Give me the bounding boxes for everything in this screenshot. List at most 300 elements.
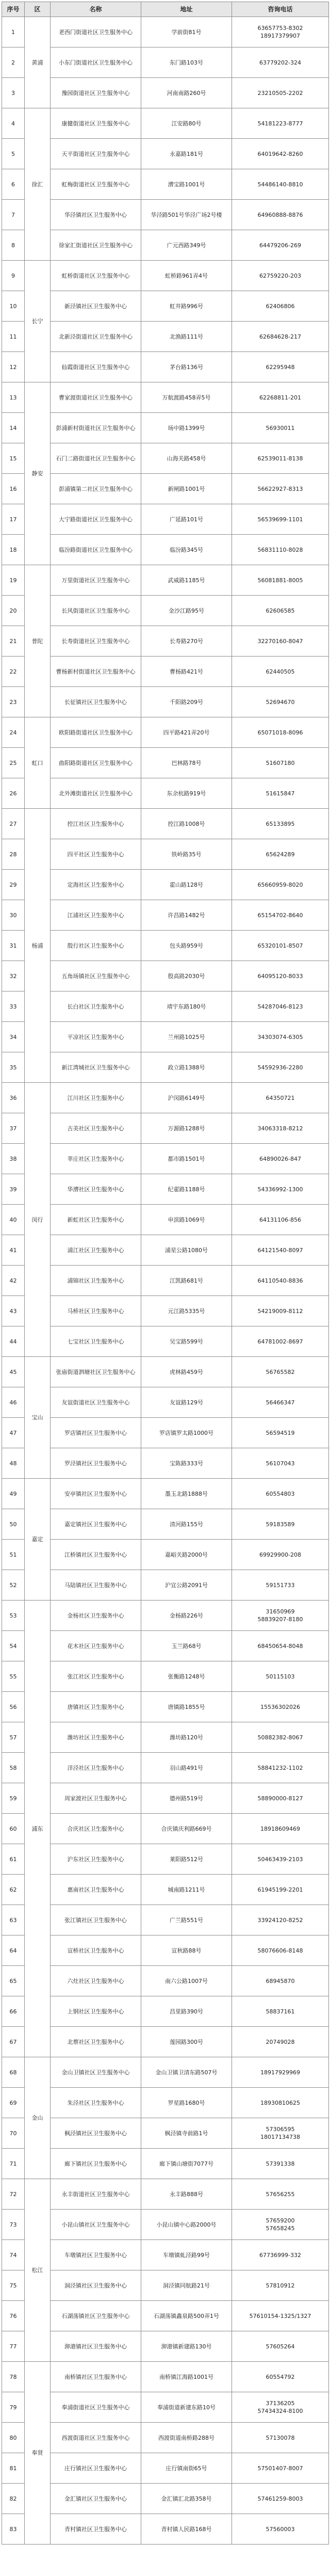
table-row xyxy=(2,565,329,596)
table-row xyxy=(2,2514,329,2545)
cell-no: 3 xyxy=(2,78,25,108)
header-district: 区 xyxy=(25,2,51,17)
table-row xyxy=(2,2331,329,2362)
cell-address: 奉浦街道新建东路10号 xyxy=(141,2392,232,2423)
table-row xyxy=(2,1722,329,1753)
cell-address: 虹桥路961弄4号 xyxy=(141,261,232,291)
cell-address: 潍坊路120号 xyxy=(141,1722,232,1753)
cell-phone: 65071018-8096 xyxy=(232,717,329,748)
table-row xyxy=(2,1905,329,1935)
cell-name: 石门二路街道社区卫生服务中心 xyxy=(51,443,141,474)
cell-no: 72 xyxy=(2,2179,25,2210)
cell-no: 28 xyxy=(2,839,25,870)
table-row xyxy=(2,2453,329,2484)
cell-address: 罗星路1680号 xyxy=(141,2088,232,2118)
cell-phone: 64095120-8033 xyxy=(232,961,329,991)
cell-no: 45 xyxy=(2,1357,25,1387)
cell-name: 曹杨新村街道社区卫生服务中心 xyxy=(51,657,141,687)
cell-phone: 62684628-217 xyxy=(232,322,329,352)
cell-name: 莘庄社区卫生服务中心 xyxy=(51,1144,141,1174)
cell-phone: 57501407-8007 xyxy=(232,2453,329,2484)
cell-no: 21 xyxy=(2,626,25,657)
cell-address: 山海关路458号 xyxy=(141,443,232,474)
cell-no: 65 xyxy=(2,1966,25,1996)
cell-phone: 56466347 xyxy=(232,1387,329,1418)
cell-no: 60 xyxy=(2,1814,25,1844)
cell-address: 四平路421弄20号 xyxy=(141,717,232,748)
cell-no: 7 xyxy=(2,200,25,230)
cell-no: 52 xyxy=(2,1570,25,1601)
cell-district: 虹口 xyxy=(25,717,51,809)
table-row xyxy=(2,169,329,200)
cell-no: 55 xyxy=(2,1661,25,1692)
table-row xyxy=(2,1814,329,1844)
table-header-row xyxy=(2,2,329,17)
cell-address: 沪宜公路2091号 xyxy=(141,1570,232,1601)
cell-address: 清河路155号 xyxy=(141,1509,232,1540)
cell-phone: 57306595 18017134738 xyxy=(232,2118,329,2149)
cell-no: 4 xyxy=(2,108,25,139)
cell-phone: 59183589 xyxy=(232,1509,329,1540)
cell-address: 德州路519号 xyxy=(141,1783,232,1814)
cell-name: 长风街道社区卫生服务中心 xyxy=(51,596,141,626)
cell-phone: 63779202-324 xyxy=(232,47,329,78)
table-row xyxy=(2,1448,329,1479)
cell-name: 仙霞街道社区卫生服务中心 xyxy=(51,352,141,382)
cell-name: 车墩镇社区卫生服务中心 xyxy=(51,2240,141,2270)
cell-phone: 57461259-8003 xyxy=(232,2484,329,2514)
cell-name: 北新泾街道社区卫生服务中心 xyxy=(51,322,141,352)
cell-phone: 57560003 xyxy=(232,2514,329,2545)
cell-address: 金山卫镇卫清东路507号 xyxy=(141,2057,232,2088)
cell-name: 永丰街道社区卫生服务中心 xyxy=(51,2179,141,2210)
cell-address: 庄行镇南街65号 xyxy=(141,2453,232,2484)
table-row xyxy=(2,1996,329,2027)
table-row xyxy=(2,2423,329,2453)
cell-phone: 56831110-8028 xyxy=(232,535,329,565)
cell-phone: 62295948 xyxy=(232,352,329,382)
cell-name: 五角场镇社区卫生服务中心 xyxy=(51,961,141,991)
cell-address: 广延路101号 xyxy=(141,504,232,535)
table-row xyxy=(2,1601,329,1631)
cell-no: 49 xyxy=(2,1479,25,1509)
cell-name: 张江社区卫生服务中心 xyxy=(51,1661,141,1692)
cell-address: 许昌路1482号 xyxy=(141,900,232,931)
cell-no: 2 xyxy=(2,47,25,78)
cell-phone: 62268811-201 xyxy=(232,382,329,413)
cell-name: 定海社区卫生服务中心 xyxy=(51,870,141,900)
cell-phone: 56930011 xyxy=(232,413,329,443)
cell-address: 武威路1185号 xyxy=(141,565,232,596)
cell-name: 浦江社区卫生服务中心 xyxy=(51,1235,141,1266)
cell-name: 长白社区卫生服务中心 xyxy=(51,991,141,1022)
cell-no: 57 xyxy=(2,1722,25,1753)
table-row xyxy=(2,2057,329,2088)
table-row xyxy=(2,1631,329,1661)
cell-address: 河南南路260号 xyxy=(141,78,232,108)
cell-phone: 58890000-8127 xyxy=(232,1783,329,1814)
cell-phone: 15536302026 xyxy=(232,1692,329,1722)
cell-address: 石湖荡镇鑫泉路500弄1号 xyxy=(141,2301,232,2331)
cell-no: 6 xyxy=(2,169,25,200)
table-row xyxy=(2,931,329,961)
cell-district: 长宁 xyxy=(25,261,51,382)
cell-district: 奉贤 xyxy=(25,2362,51,2545)
table-row xyxy=(2,1052,329,1083)
cell-phone: 58841232-1102 xyxy=(232,1753,329,1783)
table-row xyxy=(2,2179,329,2210)
table-row xyxy=(2,2149,329,2179)
table-row xyxy=(2,1966,329,1996)
table-row xyxy=(2,1509,329,1540)
cell-no: 78 xyxy=(2,2362,25,2392)
cell-name: 南桥镇社区卫生服务中心 xyxy=(51,2362,141,2392)
cell-no: 68 xyxy=(2,2057,25,2088)
cell-no: 34 xyxy=(2,1022,25,1052)
cell-phone: 62606585 xyxy=(232,596,329,626)
cell-name: 彭浦镇第二社区卫生服务中心 xyxy=(51,474,141,504)
cell-phone: 64121540-8097 xyxy=(232,1235,329,1266)
clinic-table xyxy=(2,2,329,2545)
table-row xyxy=(2,47,329,78)
cell-no: 40 xyxy=(2,1205,25,1235)
cell-name: 曲阳路街道社区卫生服务中心 xyxy=(51,748,141,778)
table-row xyxy=(2,870,329,900)
cell-address: 廊下镇山塘街7077号 xyxy=(141,2149,232,2179)
cell-phone: 64131106-856 xyxy=(232,1205,329,1235)
cell-name: 长寿街道社区卫生服务中心 xyxy=(51,626,141,657)
cell-address: 车墩镇虬泾路99号 xyxy=(141,2240,232,2270)
cell-address: 墨玉北路1888号 xyxy=(141,1479,232,1509)
table-row xyxy=(2,17,329,47)
table-row xyxy=(2,2088,329,2118)
cell-address: 纪翟路1188号 xyxy=(141,1174,232,1205)
cell-address: 玉兰路68号 xyxy=(141,1631,232,1661)
cell-no: 33 xyxy=(2,991,25,1022)
cell-phone: 51607180 xyxy=(232,748,329,778)
cell-no: 76 xyxy=(2,2301,25,2331)
table-row xyxy=(2,809,329,839)
cell-phone: 50115103 xyxy=(232,1661,329,1692)
cell-name: 罗店镇社区卫生服务中心 xyxy=(51,1418,141,1448)
cell-address: 金汇镇汇北路358号 xyxy=(141,2484,232,2514)
cell-no: 30 xyxy=(2,900,25,931)
cell-name: 古美社区卫生服务中心 xyxy=(51,1113,141,1144)
table-row xyxy=(2,261,329,291)
cell-name: 天平街道社区卫生服务中心 xyxy=(51,139,141,169)
cell-name: 大宁路街道社区卫生服务中心 xyxy=(51,504,141,535)
cell-phone: 68945870 xyxy=(232,1966,329,1996)
cell-phone: 57130078 xyxy=(232,2423,329,2453)
table-row xyxy=(2,139,329,169)
cell-name: 潍坊社区卫生服务中心 xyxy=(51,1722,141,1753)
cell-phone: 62406806 xyxy=(232,291,329,322)
cell-address: 城南路1211号 xyxy=(141,1875,232,1905)
cell-name: 马桥社区卫生服务中心 xyxy=(51,1296,141,1326)
cell-no: 62 xyxy=(2,1875,25,1905)
table-row xyxy=(2,535,329,565)
cell-name: 庄行镇社区卫生服务中心 xyxy=(51,2453,141,2484)
cell-name: 康健街道社区卫生服务中心 xyxy=(51,108,141,139)
cell-address: 曹杨路421号 xyxy=(141,657,232,687)
cell-no: 27 xyxy=(2,809,25,839)
cell-address: 沪闵路6149号 xyxy=(141,1083,232,1113)
cell-no: 37 xyxy=(2,1113,25,1144)
cell-address: 宝陈路333号 xyxy=(141,1448,232,1479)
cell-name: 马陆镇社区卫生服务中心 xyxy=(51,1570,141,1601)
cell-address: 枫泾镇寺前路1号 xyxy=(141,2118,232,2149)
cell-name: 奉浦街道社区卫生服务中心 xyxy=(51,2392,141,2423)
cell-name: 嘉定镇社区卫生服务中心 xyxy=(51,1509,141,1540)
table-row xyxy=(2,1692,329,1722)
table-row xyxy=(2,443,329,474)
cell-name: 徐家汇街道社区卫生服务中心 xyxy=(51,230,141,261)
cell-district: 普陀 xyxy=(25,565,51,717)
cell-name: 金山卫镇社区卫生服务中心 xyxy=(51,2057,141,2088)
cell-phone: 18930810625 xyxy=(232,2088,329,2118)
cell-phone: 32270160-8047 xyxy=(232,626,329,657)
cell-phone: 64890026-847 xyxy=(232,1144,329,1174)
cell-district: 徐汇 xyxy=(25,108,51,261)
cell-no: 32 xyxy=(2,961,25,991)
cell-phone: 65133895 xyxy=(232,809,329,839)
header-name: 名称 xyxy=(51,2,141,17)
cell-address: 永嘉路181号 xyxy=(141,139,232,169)
cell-phone: 62440505 xyxy=(232,657,329,687)
table-row xyxy=(2,2240,329,2270)
table-row xyxy=(2,352,329,382)
cell-no: 80 xyxy=(2,2423,25,2453)
table-row xyxy=(2,1935,329,1966)
cell-address: 北渔路111号 xyxy=(141,322,232,352)
cell-phone: 56622927-8313 xyxy=(232,474,329,504)
table-row xyxy=(2,413,329,443)
table-row xyxy=(2,626,329,657)
cell-name: 六灶社区卫生服务中心 xyxy=(51,1966,141,1996)
cell-phone: 65624289 xyxy=(232,839,329,870)
cell-phone: 57659200 57658245 xyxy=(232,2210,329,2240)
cell-phone: 56765582 xyxy=(232,1357,329,1387)
cell-address: 万源路1288号 xyxy=(141,1113,232,1144)
table-row xyxy=(2,1022,329,1052)
table-row xyxy=(2,1326,329,1357)
cell-no: 51 xyxy=(2,1540,25,1570)
table-row xyxy=(2,991,329,1022)
cell-address: 铁岭路35号 xyxy=(141,839,232,870)
table-row xyxy=(2,1387,329,1418)
cell-address: 都市路1501号 xyxy=(141,1144,232,1174)
cell-phone: 58076606-8148 xyxy=(232,1935,329,1966)
cell-address: 江凯路681号 xyxy=(141,1266,232,1296)
cell-district: 金山 xyxy=(25,2057,51,2179)
cell-name: 万里街道社区卫生服务中心 xyxy=(51,565,141,596)
cell-district: 宝山 xyxy=(25,1357,51,1479)
cell-name: 控江社区卫生服务中心 xyxy=(51,809,141,839)
cell-no: 75 xyxy=(2,2270,25,2301)
table-row xyxy=(2,839,329,870)
table-row xyxy=(2,1205,329,1235)
cell-name: 安亭镇社区卫生服务中心 xyxy=(51,1479,141,1509)
cell-name: 新泾镇社区卫生服务中心 xyxy=(51,291,141,322)
cell-phone: 62759220-203 xyxy=(232,261,329,291)
cell-address: 包头路959号 xyxy=(141,931,232,961)
cell-phone: 65320101-8507 xyxy=(232,931,329,961)
cell-phone: 60554792 xyxy=(232,2362,329,2392)
table-row xyxy=(2,108,329,139)
cell-name: 虹梅街道社区卫生服务中心 xyxy=(51,169,141,200)
table-row xyxy=(2,2270,329,2301)
table-row xyxy=(2,717,329,748)
table-row xyxy=(2,1875,329,1905)
cell-name: 宣桥社区卫生服务中心 xyxy=(51,1935,141,1966)
table-row xyxy=(2,474,329,504)
cell-address: 合庆镇庆利路669号 xyxy=(141,1814,232,1844)
cell-phone: 57391338 xyxy=(232,2149,329,2179)
cell-no: 39 xyxy=(2,1174,25,1205)
cell-no: 58 xyxy=(2,1753,25,1783)
table-row xyxy=(2,1174,329,1205)
cell-phone: 54486140-8810 xyxy=(232,169,329,200)
table-row xyxy=(2,1296,329,1326)
table-row xyxy=(2,1844,329,1875)
cell-address: 临汾路345号 xyxy=(141,535,232,565)
cell-phone: 34063318-8212 xyxy=(232,1113,329,1144)
cell-name: 豫园街道社区卫生服务中心 xyxy=(51,78,141,108)
cell-no: 15 xyxy=(2,443,25,474)
header-address: 地址 xyxy=(141,2,232,17)
table-row xyxy=(2,200,329,230)
cell-name: 临汾路街道社区卫生服务中心 xyxy=(51,535,141,565)
cell-address: 学前街81号 xyxy=(141,17,232,47)
table-row xyxy=(2,504,329,535)
cell-phone: 20749028 xyxy=(232,2027,329,2057)
cell-address: 元江路5335号 xyxy=(141,1296,232,1326)
cell-phone: 56594519 xyxy=(232,1418,329,1448)
cell-no: 9 xyxy=(2,261,25,291)
cell-no: 54 xyxy=(2,1631,25,1661)
table-row xyxy=(2,2362,329,2392)
cell-no: 64 xyxy=(2,1935,25,1966)
cell-district: 静安 xyxy=(25,382,51,565)
cell-name: 新江湾城社区卫生服务中心 xyxy=(51,1052,141,1083)
cell-name: 欧阳路街道社区卫生服务中心 xyxy=(51,717,141,748)
header-phone: 咨询电话 xyxy=(232,2,329,17)
table-row xyxy=(2,778,329,809)
cell-name: 廊下镇社区卫生服务中心 xyxy=(51,2149,141,2179)
cell-no: 66 xyxy=(2,1996,25,2027)
cell-name: 友谊街道社区卫生服务中心 xyxy=(51,1387,141,1418)
cell-name: 华漕社区卫生服务中心 xyxy=(51,1174,141,1205)
cell-no: 77 xyxy=(2,2331,25,2362)
table-row xyxy=(2,2392,329,2423)
cell-no: 67 xyxy=(2,2027,25,2057)
cell-address: 友谊路129号 xyxy=(141,1387,232,1418)
cell-name: 新虹社区卫生服务中心 xyxy=(51,1205,141,1235)
cell-no: 50 xyxy=(2,1509,25,1540)
table-row xyxy=(2,1235,329,1266)
cell-name: 江浦社区卫生服务中心 xyxy=(51,900,141,931)
table-row xyxy=(2,596,329,626)
cell-address: 千阳路209号 xyxy=(141,687,232,717)
cell-name: 惠南社区卫生服务中心 xyxy=(51,1875,141,1905)
cell-name: 虹桥街道社区卫生服务中心 xyxy=(51,261,141,291)
cell-name: 小东门街道社区卫生服务中心 xyxy=(51,47,141,78)
cell-name: 北蔡社区卫生服务中心 xyxy=(51,2027,141,2057)
cell-no: 43 xyxy=(2,1296,25,1326)
cell-phone: 18917929969 xyxy=(232,2057,329,2088)
cell-no: 24 xyxy=(2,717,25,748)
cell-no: 18 xyxy=(2,535,25,565)
cell-phone: 57656255 xyxy=(232,2179,329,2210)
cell-phone: 65660959-8020 xyxy=(232,870,329,900)
cell-name: 曹家渡街道社区卫生服务中心 xyxy=(51,382,141,413)
cell-address: 漕宝路1001号 xyxy=(141,169,232,200)
cell-phone: 33924120-8252 xyxy=(232,1905,329,1935)
cell-address: 南六公路1007号 xyxy=(141,1966,232,1996)
table-row xyxy=(2,291,329,322)
cell-phone: 57810912 xyxy=(232,2270,329,2301)
cell-phone: 57610154-1325/1327 xyxy=(232,2301,329,2331)
cell-no: 38 xyxy=(2,1144,25,1174)
cell-name: 青村镇社区卫生服务中心 xyxy=(51,2514,141,2545)
cell-no: 82 xyxy=(2,2484,25,2514)
cell-address: 巴林路78号 xyxy=(141,748,232,778)
cell-name: 长征镇社区卫生服务中心 xyxy=(51,687,141,717)
cell-no: 79 xyxy=(2,2392,25,2423)
cell-address: 长寿路270号 xyxy=(141,626,232,657)
cell-address: 广元西路349号 xyxy=(141,230,232,261)
cell-no: 1 xyxy=(2,17,25,47)
cell-no: 12 xyxy=(2,352,25,382)
cell-address: 宣秋路88号 xyxy=(141,1935,232,1966)
cell-no: 23 xyxy=(2,687,25,717)
cell-name: 泖港镇社区卫生服务中心 xyxy=(51,2331,141,2362)
cell-name: 七宝社区卫生服务中心 xyxy=(51,1326,141,1357)
table-body xyxy=(2,17,329,2545)
cell-address: 张衡路1248号 xyxy=(141,1661,232,1692)
cell-name: 华泾镇社区卫生服务中心 xyxy=(51,200,141,230)
cell-no: 46 xyxy=(2,1387,25,1418)
cell-phone: 68450654-8048 xyxy=(232,1631,329,1661)
table-row xyxy=(2,1083,329,1113)
table-row xyxy=(2,322,329,352)
table-row xyxy=(2,1540,329,1570)
cell-no: 81 xyxy=(2,2453,25,2484)
table-row xyxy=(2,1661,329,1692)
cell-phone: 58837161 xyxy=(232,1996,329,2027)
cell-phone: 64781002-8697 xyxy=(232,1326,329,1357)
cell-address: 西渡街道南桥路288号 xyxy=(141,2423,232,2453)
cell-address: 靖宇东路180号 xyxy=(141,991,232,1022)
cell-address: 申滨路1069号 xyxy=(141,1205,232,1235)
cell-phone: 60554803 xyxy=(232,1479,329,1509)
table-row xyxy=(2,382,329,413)
cell-name: 张庙街道泗塘社区卫生服务中心 xyxy=(51,1357,141,1387)
table-row xyxy=(2,657,329,687)
cell-no: 5 xyxy=(2,139,25,169)
cell-address: 政立路1388号 xyxy=(141,1052,232,1083)
cell-address: 新闸路1001号 xyxy=(141,474,232,504)
cell-address: 洞泾镇同航路21号 xyxy=(141,2270,232,2301)
cell-phone: 64479206-269 xyxy=(232,230,329,261)
cell-no: 31 xyxy=(2,931,25,961)
cell-phone: 18918609469 xyxy=(232,1814,329,1844)
cell-no: 73 xyxy=(2,2210,25,2240)
cell-phone: 50463439-2103 xyxy=(232,1844,329,1875)
cell-address: 虎林路459号 xyxy=(141,1357,232,1387)
cell-district: 黄浦 xyxy=(25,17,51,108)
cell-phone: 56539699-1101 xyxy=(232,504,329,535)
